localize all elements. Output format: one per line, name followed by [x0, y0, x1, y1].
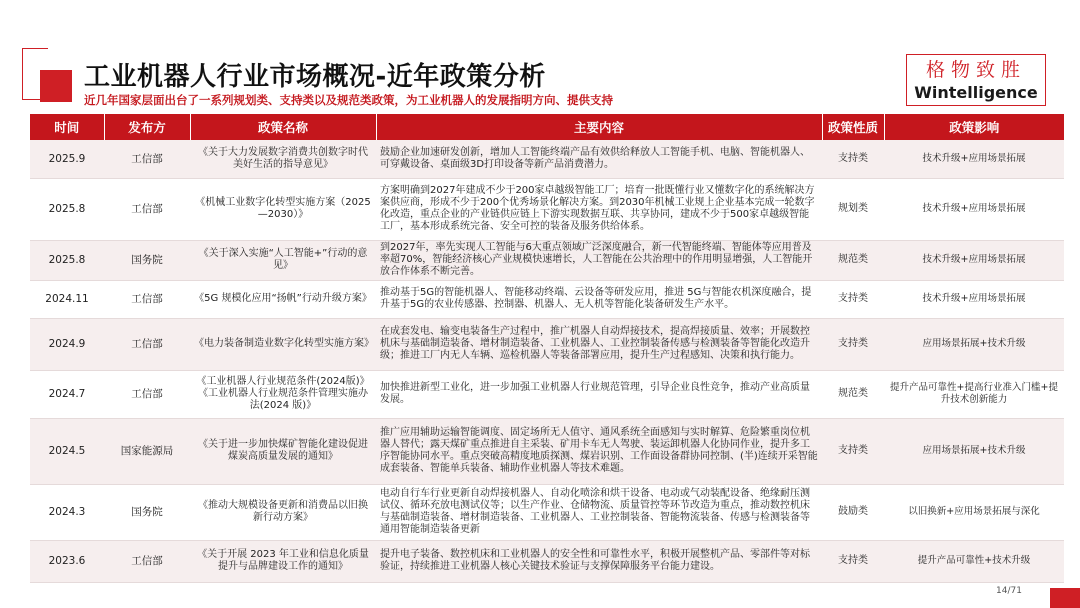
- header-policy-name: 政策名称: [190, 114, 376, 140]
- cell-policy-impact: 应用场景拓展+技术升级: [884, 418, 1064, 484]
- header-policy-impact: 政策影响: [884, 114, 1064, 140]
- logo-chinese-text: 格物致胜: [925, 59, 1026, 81]
- cell-main-content: 电动自行车行业更新自动焊接机器人、自动化喷涂和烘干设备、电动或气动装配设备、绝缘耐压测试仪、循环充放电测试仪等；以生产作业、仓储物流、质量管控等环节改造为重点，推动数控机床与基础制造装备、增材制造装备、工业机器人、工业控制装备、智能物流装备、传感与检测装备等通用智能制造装备更新: [376, 484, 822, 540]
- cell-main-content: 推动基于5G的智能机器人、智能移动终端、云设备等研发应用，推进 5G与智能农机深度融合，提升基于5G的农业传感器、控制器、机器人、无人机等智能化装备研发生产水平。: [376, 280, 822, 318]
- table-row: [30, 280, 1064, 318]
- cell-publisher: 工信部: [104, 280, 190, 318]
- table-row: [30, 370, 1064, 418]
- table-row: [30, 418, 1064, 484]
- cell-policy-nature: 支持类: [822, 318, 884, 370]
- page-title: 工业机器人行业市场概况-近年政策分析: [84, 62, 546, 92]
- cell-policy-nature: 支持类: [822, 140, 884, 178]
- cell-publisher: 工信部: [104, 140, 190, 178]
- cell-date: 2025.8: [30, 178, 104, 240]
- cell-policy-impact: 提升产品可靠性+提高行业准入门槛+提升技术创新能力: [884, 370, 1064, 418]
- cell-policy-impact: 以旧换新+应用场景拓展与深化: [884, 484, 1064, 540]
- cell-policy-nature: 规范类: [822, 370, 884, 418]
- cell-policy-nature: 支持类: [822, 418, 884, 484]
- cell-main-content: 在成套发电、输变电装备生产过程中，推广机器人自动焊接技术，提高焊接质量、效率；开展数控机床与基础制造装备、增材制造装备、工业机器人、工业控制装备传感与检测装备等智能化改造升级；推进工厂内无人车辆、巡检机器人等装备部署应用，提升生产过程感知、决策和执行能力。: [376, 318, 822, 370]
- header-main-content: 主要内容: [376, 114, 822, 140]
- cell-main-content: 鼓励企业加速研发创新，增加人工智能终端产品有效供给释放人工智能手机、电脑、智能机器人、可穿戴设备、桌面级3D打印设备等新产品消费潜力。: [376, 140, 822, 178]
- cell-main-content: 加快推进新型工业化，进一步加强工业机器人行业规范管理，引导企业良性竞争，推动产业高质量发展。: [376, 370, 822, 418]
- cell-date: 2025.8: [30, 240, 104, 280]
- cell-publisher: 国家能源局: [104, 418, 190, 484]
- cell-publisher: 工信部: [104, 178, 190, 240]
- cell-main-content: 提升电子装备、数控机床和工业机器人的安全性和可靠性水平，积极开展整机产品、零部件等对标验证，持续推进工业机器人核心关键技术验证与支撑保障服务平台能力建设。: [376, 540, 822, 582]
- brand-logo: [906, 54, 1046, 106]
- cell-policy-nature: 规范类: [822, 240, 884, 280]
- logo-english-text: Wintelligence: [914, 83, 1038, 102]
- policy-table: [30, 114, 1064, 583]
- cell-policy-impact: 技术升级+应用场景拓展: [884, 178, 1064, 240]
- cell-publisher: 国务院: [104, 484, 190, 540]
- cell-policy-name: 《工业机器人行业规范条件(2024版)》《工业机器人行业规范条件管理实施办法(2024 版)》: [190, 370, 376, 418]
- cell-date: 2024.5: [30, 418, 104, 484]
- header-publisher: 发布方: [104, 114, 190, 140]
- table-header-row: [30, 114, 1064, 140]
- cell-policy-nature: 支持类: [822, 280, 884, 318]
- cell-publisher: 国务院: [104, 240, 190, 280]
- cell-main-content: 到2027年，率先实现人工智能与6大重点领域广泛深度融合，新一代智能终端、智能体等应用普及率超70%，智能经济核心产业规模快速增长，人工智能在公共治理中的作用明显增强，人工智能开放合作体系不断完善。: [376, 240, 822, 280]
- cell-policy-name: 《机械工业数字化转型实施方案（2025—2030）》: [190, 178, 376, 240]
- page-number: 14/71: [996, 586, 1022, 596]
- cell-publisher: 工信部: [104, 318, 190, 370]
- cell-publisher: 工信部: [104, 540, 190, 582]
- cell-date: 2023.6: [30, 540, 104, 582]
- cell-policy-name: 《5G 规模化应用“扬帆”行动升级方案》: [190, 280, 376, 318]
- table-row: [30, 484, 1064, 540]
- cell-date: 2024.7: [30, 370, 104, 418]
- cell-policy-impact: 技术升级+应用场景拓展: [884, 240, 1064, 280]
- cell-policy-name: 《关于进一步加快煤矿智能化建设促进煤炭高质量发展的通知》: [190, 418, 376, 484]
- cell-policy-nature: 鼓励类: [822, 484, 884, 540]
- page-subtitle: 近几年国家层面出台了一系列规划类、支持类以及规范类政策，为工业机器人的发展指明方向、提供支持: [84, 93, 613, 107]
- header-policy-nature: 政策性质: [822, 114, 884, 140]
- cell-policy-nature: 规划类: [822, 178, 884, 240]
- cell-policy-name: 《关于开展 2023 年工业和信息化质量提升与品牌建设工作的通知》: [190, 540, 376, 582]
- cell-policy-name: 《关于大力发展数字消费共创数字时代美好生活的指导意见》: [190, 140, 376, 178]
- header-date: 时间: [30, 114, 104, 140]
- cell-date: 2024.3: [30, 484, 104, 540]
- cell-policy-name: 《推动大规模设备更新和消费品以旧换新行动方案》: [190, 484, 376, 540]
- table-row: [30, 540, 1064, 582]
- corner-accent-decoration: [1050, 588, 1080, 608]
- cell-policy-impact: 应用场景拓展+技术升级: [884, 318, 1064, 370]
- table-row: [30, 240, 1064, 280]
- cell-main-content: 推广应用辅助运输智能调度、固定场所无人值守、通风系统全面感知与实时解算、危险繁重岗位机器人替代；露天煤矿重点推进自主采装、矿用卡车无人驾驶、装运卸机器人化协同作业，提升多工序智能协同水平。重点突破高精度地质探测、煤岩识别、工作面设备群协同控制、(半)连续开采智能成套装备、智能单兵装备、辅助作业机器人等技术难题。: [376, 418, 822, 484]
- cell-policy-name: 《电力装备制造业数字化转型实施方案》: [190, 318, 376, 370]
- cell-main-content: 方案明确到2027年建成不少于200家卓越级智能工厂；培育一批既懂行业又懂数字化的系统解决方案供应商，形成不少于200个优秀场景化解决方案。到2030年机械工业规上企业基本完成一轮数字化改造，重点企业的产业链供应链上下游实现数据互联、共享协同，建成不少于500家卓越级智能工厂，基本形成系统完备、安全可控的装备及服务供给体系。: [376, 178, 822, 240]
- red-square-decoration: [40, 70, 72, 102]
- table-row: [30, 178, 1064, 240]
- cell-policy-nature: 支持类: [822, 540, 884, 582]
- table-row: [30, 318, 1064, 370]
- cell-policy-name: 《关于深入实施“人工智能+”行动的意见》: [190, 240, 376, 280]
- cell-date: 2024.9: [30, 318, 104, 370]
- cell-policy-impact: 提升产品可靠性+技术升级: [884, 540, 1064, 582]
- cell-date: 2025.9: [30, 140, 104, 178]
- cell-date: 2024.11: [30, 280, 104, 318]
- cell-policy-impact: 技术升级+应用场景拓展: [884, 280, 1064, 318]
- cell-policy-impact: 技术升级+应用场景拓展: [884, 140, 1064, 178]
- cell-publisher: 工信部: [104, 370, 190, 418]
- table-row: [30, 140, 1064, 178]
